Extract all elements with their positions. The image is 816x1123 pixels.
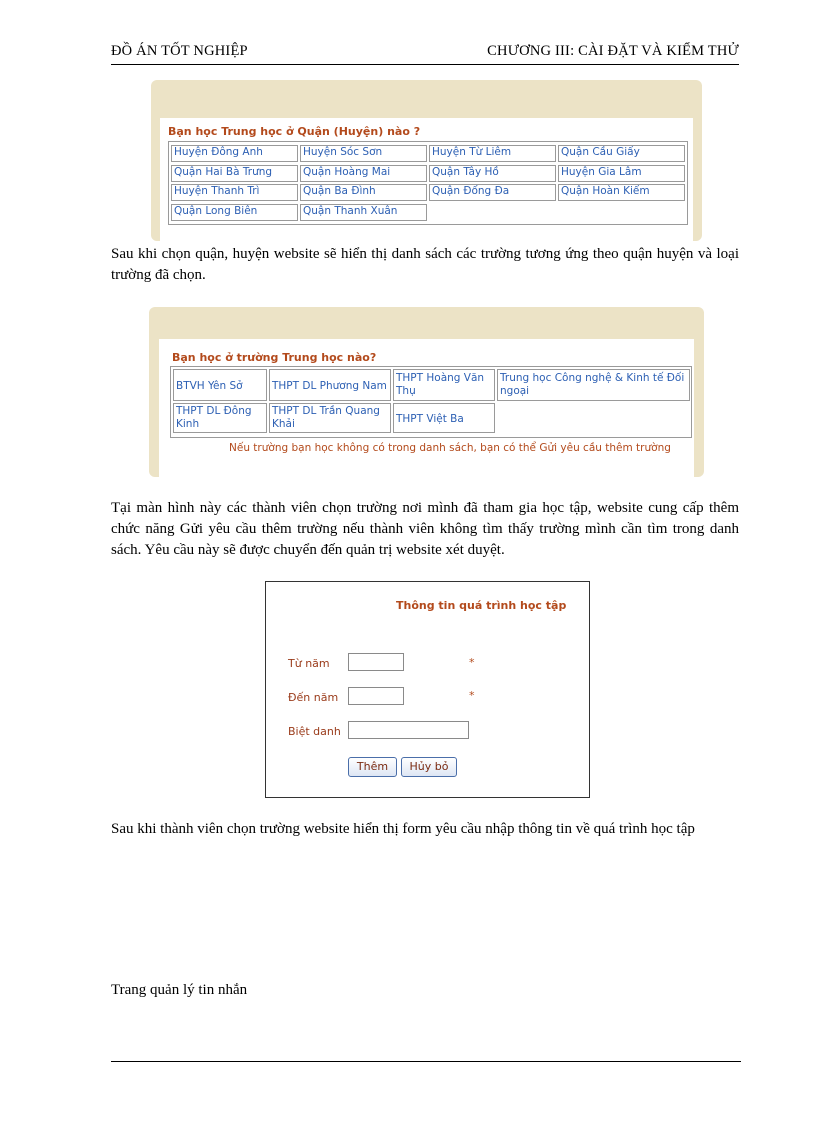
to-year-input[interactable] [348,687,404,705]
district-item[interactable]: Quận Long Biên [171,204,298,221]
district-item[interactable]: Huyện Đông Anh [171,145,298,162]
nickname-label: Biệt danh [288,725,341,738]
district-item[interactable]: Quận Đống Đa [429,184,556,201]
paragraph-4: Trang quản lý tin nhắn [111,982,248,998]
school-item[interactable]: THPT DL Trần Quang Khải [269,403,391,433]
district-item[interactable]: Quận Tây Hồ [429,165,556,182]
add-school-note[interactable]: Nếu trường bạn học không có trong danh sách, bạn có thể Gửi yêu cầu thêm trường [229,442,671,454]
required-mark: * [469,656,475,669]
school-screenshot [149,307,704,477]
school-item[interactable]: THPT DL Phương Nam [269,369,391,401]
district-item[interactable]: Quận Hoàng Mai [300,165,427,182]
to-year-label: Đến năm [288,691,339,704]
district-item[interactable]: Quận Cầu Giấy [558,145,685,162]
page-header [111,40,739,65]
district-screenshot [151,80,702,241]
paragraph-1: Sau khi chọn quận, huyện website sẽ hiển thị danh sách các trường tương ứng theo quận huyện và loại trường đã chọn. [111,246,739,283]
district-item[interactable]: Huyện Từ Liêm [429,145,556,162]
district-item[interactable]: Quận Hai Bà Trưng [171,165,298,182]
district-item[interactable]: Huyện Gia Lâm [558,165,685,182]
school-item[interactable]: THPT Hoàng Văn Thụ [393,369,495,401]
from-year-label: Từ năm [288,657,330,670]
district-item[interactable]: Quận Hoàn Kiếm [558,184,685,201]
cancel-button[interactable]: Hủy bỏ [401,757,457,777]
school-item[interactable]: THPT Việt Ba [393,403,495,433]
district-item[interactable]: Huyện Thanh Trì [171,184,298,201]
footer-divider [111,1061,741,1062]
district-item[interactable]: Quận Thanh Xuân [300,204,427,221]
school-item[interactable]: Trung học Công nghệ & Kinh tế Đối ngoại [497,369,690,401]
add-button[interactable]: Thêm [348,757,397,777]
district-item[interactable]: Huyện Sóc Sơn [300,145,427,162]
form-title: Thông tin quá trình học tập [396,599,567,612]
district-title: Bạn học Trung học ở Quận (Huyện) nào ? [168,125,421,138]
from-year-input[interactable] [348,653,404,671]
school-item[interactable]: THPT DL Đông Kinh [173,403,267,433]
study-info-form [265,581,590,798]
school-title: Bạn học ở trường Trung học nào? [172,351,377,364]
header-right: CHƯƠNG III: CÀI ĐẶT VÀ KIỂM THỬ [487,43,739,59]
required-mark: * [469,689,475,702]
header-left: ĐỒ ÁN TỐT NGHIỆP [111,43,248,59]
paragraph-2: Tại màn hình này các thành viên chọn trường nơi mình đã tham gia học tập, website cung cấp thêm chức năng Gửi yêu cầu thêm trường nếu thành viên không tìm thấy trường mình cần tìm trong danh sách. Yêu cầu này sẽ được chuyển đến quản trị website xét duyệt. [111,500,739,558]
nickname-input[interactable] [348,721,469,739]
paragraph-3: Sau khi thành viên chọn trường website hiển thị form yêu cầu nhập thông tin về quá trình học tập [111,821,695,837]
district-item[interactable]: Quận Ba Đình [300,184,427,201]
school-item[interactable]: BTVH Yên Sở [173,369,267,401]
